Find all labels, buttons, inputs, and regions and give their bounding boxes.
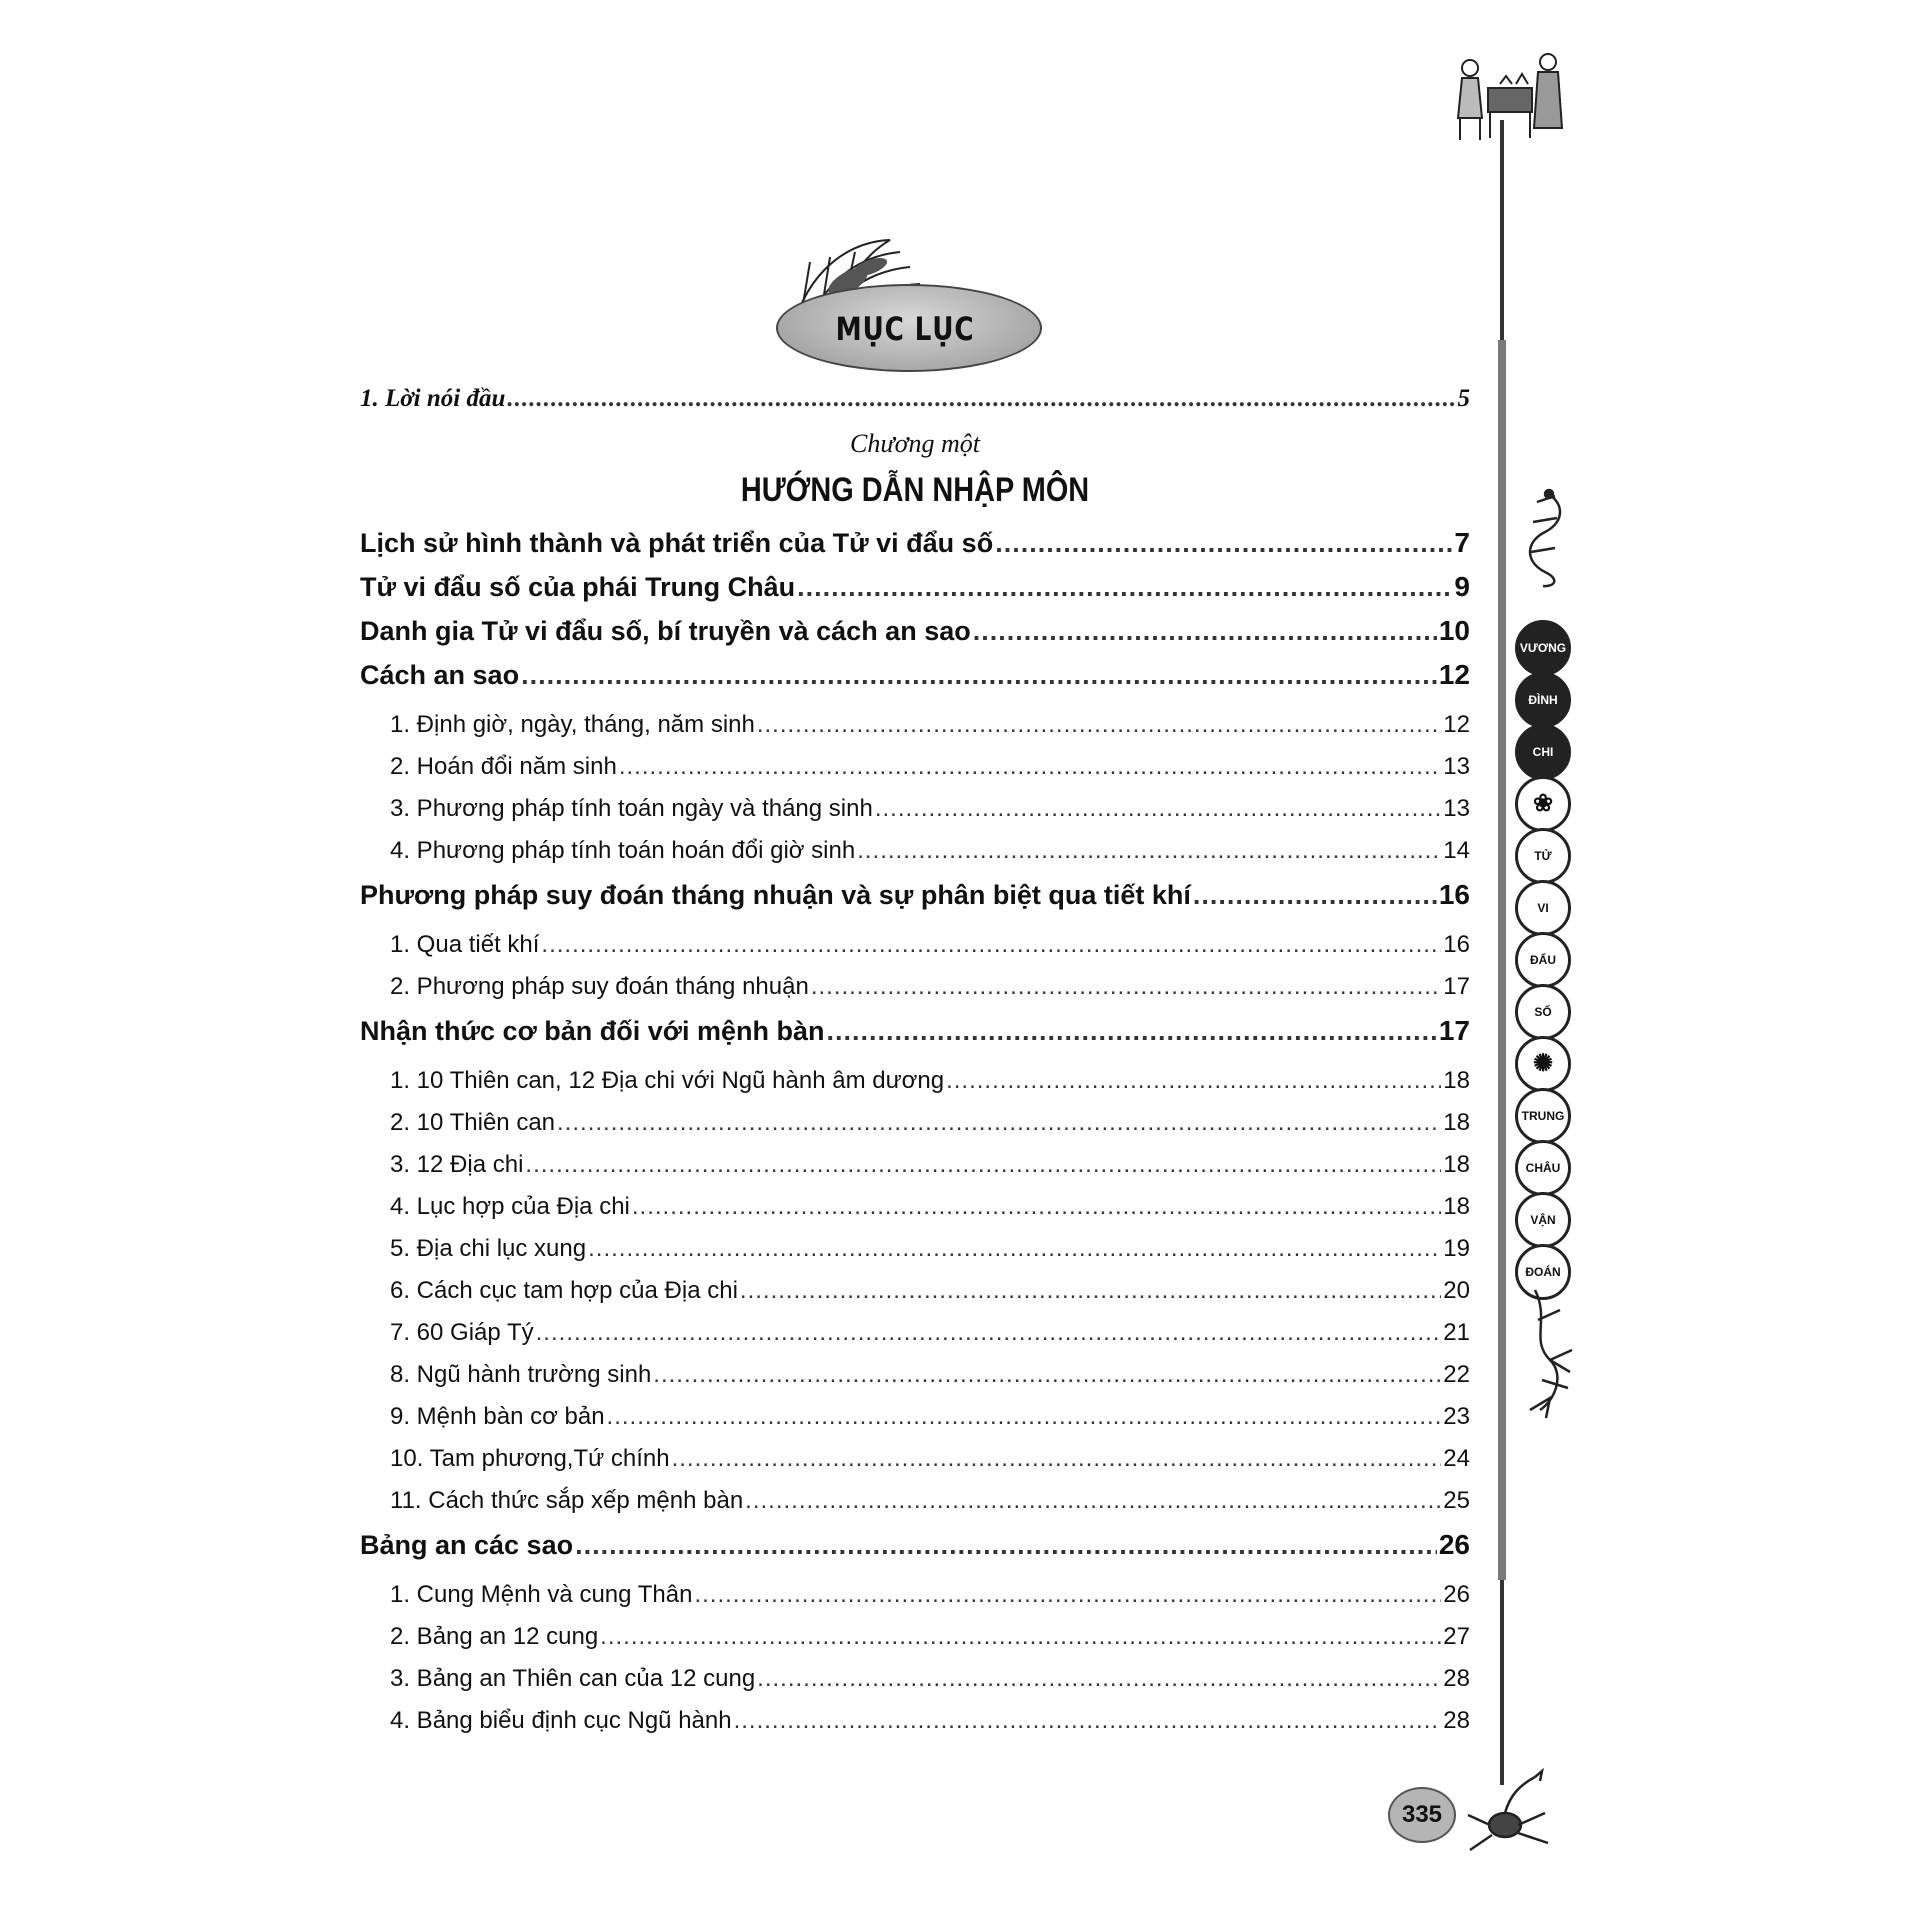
toc-entry-page: 14 (1443, 837, 1470, 864)
dragon-ornament-icon (1515, 482, 1575, 592)
toc-subentry (360, 1581, 1470, 1623)
toc-entry-page: 17 (1443, 973, 1470, 1000)
toc-entry-page: 28 (1443, 1665, 1470, 1692)
toc-section (360, 659, 1470, 703)
toc-entry-page: 22 (1443, 1361, 1470, 1388)
toc-subentry (360, 973, 1470, 1015)
toc-entry-label: 1. Lời nói đầu (360, 385, 506, 412)
toc-entry-page: 5 (1457, 385, 1470, 412)
toc-entry-label: 11. Cách thức sắp xếp mệnh bàn (390, 1487, 744, 1514)
toc-subentry (360, 1109, 1470, 1151)
dot-leader (619, 753, 1441, 781)
medallion: VƯƠNG (1515, 620, 1571, 676)
toc-entry-page: 19 (1443, 1235, 1470, 1262)
toc-entry-page: 25 (1443, 1487, 1470, 1514)
toc-entry-label: 6. Cách cục tam hợp của Địa chi (390, 1277, 738, 1304)
toc-entry-label: 5. Địa chi lục xung (390, 1235, 587, 1262)
toc-section (360, 1529, 1470, 1573)
chapter-title: HƯỚNG DẪN NHẬP MÔN (740, 471, 1090, 509)
toc-entry-label: 2. 10 Thiên can (390, 1109, 556, 1136)
toc-entry-page: 26 (1438, 1529, 1470, 1560)
scorpion-ornament-icon (1460, 1765, 1560, 1860)
toc-subentry (360, 1067, 1470, 1109)
spacer (360, 923, 1470, 931)
toc-entry-page: 12 (1438, 659, 1470, 690)
dot-leader (536, 1319, 1442, 1347)
dot-leader (995, 528, 1452, 559)
dot-leader (973, 616, 1437, 647)
medallion: SỐ (1515, 984, 1571, 1040)
toc-subentry (360, 1445, 1470, 1487)
toc-section (360, 571, 1470, 615)
toc-subentry (360, 1403, 1470, 1445)
dot-leader (857, 837, 1441, 865)
toc-entry-page: 7 (1454, 527, 1470, 558)
toc-entry-label: Bảng an các sao (360, 1530, 574, 1560)
toc-entry-label: 1. Định giờ, ngày, tháng, năm sinh (390, 711, 755, 738)
page-number: 335 (1388, 1787, 1456, 1843)
toc-subentry (360, 1707, 1470, 1749)
dragon-medallion-icon: ✺ (1515, 1036, 1571, 1092)
spacer (360, 703, 1470, 711)
toc-section (360, 615, 1470, 659)
dot-leader (588, 1235, 1441, 1263)
toc-subentry (360, 1151, 1470, 1193)
toc-title: MỤC LỤC (835, 310, 975, 348)
medallion: CHÂU (1515, 1140, 1571, 1196)
toc-entry-label: 1. Cung Mệnh và cung Thân (390, 1581, 693, 1608)
toc-subentry (360, 837, 1470, 879)
toc-entry-page: 17 (1438, 1015, 1470, 1046)
toc-entry-label: 3. Bảng an Thiên can của 12 cung (390, 1665, 756, 1692)
toc-subentry (360, 1319, 1470, 1361)
toc-entry-page: 28 (1443, 1707, 1470, 1734)
dot-leader (600, 1623, 1441, 1651)
toc-entry-label: 2. Phương pháp suy đoán tháng nhuận (390, 973, 809, 1000)
spacer (360, 1059, 1470, 1067)
dot-leader (521, 660, 1437, 691)
toc-entry-label: 4. Phương pháp tính toán hoán đổi giờ sinh (390, 837, 856, 864)
toc-section (360, 879, 1470, 923)
toc-entry-page: 23 (1443, 1403, 1470, 1430)
toc-section (360, 527, 1470, 571)
dot-leader (525, 1151, 1441, 1179)
table-of-contents (360, 385, 1470, 1749)
toc-entry-label: 3. 12 Địa chi (390, 1151, 524, 1178)
dot-leader (575, 1530, 1437, 1561)
toc-entry-label: 4. Lục hợp của Địa chi (390, 1193, 630, 1220)
toc-entry-page: 21 (1443, 1319, 1470, 1346)
dot-leader (557, 1109, 1441, 1137)
dot-leader (653, 1361, 1441, 1389)
toc-entry-page: 18 (1443, 1109, 1470, 1136)
toc-entry-label: 1. 10 Thiên can, 12 Địa chi với Ngũ hành âm dương (390, 1067, 945, 1094)
medallion: TRUNG (1515, 1088, 1571, 1144)
toc-entry-page: 24 (1443, 1445, 1470, 1472)
dot-leader (797, 572, 1452, 603)
toc-subentry (360, 711, 1470, 753)
toc-subentry (360, 1277, 1470, 1319)
toc-subentry (360, 795, 1470, 837)
toc-entry-intro (360, 385, 1470, 423)
toc-entry-label: 2. Bảng an 12 cung (390, 1623, 599, 1650)
toc-entry-page: 12 (1443, 711, 1470, 738)
side-medallions (1515, 620, 1575, 1296)
toc-heading-badge (770, 222, 1040, 372)
toc-entry-label: 4. Bảng biểu định cục Ngũ hành (390, 1707, 732, 1734)
toc-entry-label: Lịch sử hình thành và phát triển của Tử vi đẩu số (360, 528, 994, 558)
medallion: VẬN (1515, 1192, 1571, 1248)
toc-subentry (360, 1361, 1470, 1403)
toc-subentry (360, 1193, 1470, 1235)
dot-leader (875, 795, 1441, 823)
dot-leader (946, 1067, 1441, 1095)
dot-leader (745, 1487, 1441, 1515)
medallion: TỬ (1515, 828, 1571, 884)
medallion: ĐÌNH (1515, 672, 1571, 728)
toc-entry-label: 3. Phương pháp tính toán ngày và tháng sinh (390, 795, 873, 822)
toc-entry-label: Phương pháp suy đoán tháng nhuận và sự phân biệt qua tiết khí (360, 880, 1191, 910)
dot-leader (632, 1193, 1441, 1221)
dot-leader (740, 1277, 1441, 1305)
toc-entry-page: 13 (1443, 753, 1470, 780)
spacer (360, 1573, 1470, 1581)
toc-entry-page: 18 (1443, 1193, 1470, 1220)
toc-entry-label: Danh gia Tử vi đẩu số, bí truyền và cách an sao (360, 616, 971, 646)
dot-leader (541, 931, 1441, 959)
dot-leader (811, 973, 1441, 1001)
toc-subentry (360, 1623, 1470, 1665)
toc-subentry (360, 1665, 1470, 1707)
toc-entry-page: 18 (1443, 1151, 1470, 1178)
medallion: CHI (1515, 724, 1571, 780)
toc-entry-label: 7. 60 Giáp Tý (390, 1319, 534, 1346)
dot-leader (507, 385, 1455, 413)
lotus-medallion-icon: ❀ (1515, 776, 1571, 832)
dot-leader (607, 1403, 1442, 1431)
dot-leader (1193, 880, 1437, 911)
toc-entry-page: 20 (1443, 1277, 1470, 1304)
toc-entry-page: 9 (1454, 571, 1470, 602)
phoenix-ornament-icon (1520, 1280, 1580, 1420)
toc-entry-label: Nhận thức cơ bản đối với mệnh bàn (360, 1016, 825, 1046)
medallion: ĐOÁN (1515, 1244, 1571, 1300)
dot-leader (826, 1016, 1436, 1047)
toc-subentry (360, 753, 1470, 795)
medallion: VI (1515, 880, 1571, 936)
toc-entry-page: 10 (1438, 615, 1470, 646)
toc-section (360, 1015, 1470, 1059)
dot-leader (672, 1445, 1442, 1473)
toc-sections (360, 527, 1470, 1749)
toc-subentry (360, 1235, 1470, 1277)
toc-entry-page: 27 (1443, 1623, 1470, 1650)
toc-subentry (360, 1487, 1470, 1529)
toc-entry-page: 18 (1443, 1067, 1470, 1094)
dot-leader (757, 1665, 1441, 1693)
toc-entry-page: 26 (1443, 1581, 1470, 1608)
dot-leader (734, 1707, 1442, 1735)
toc-entry-label: 8. Ngũ hành trường sinh (390, 1361, 652, 1388)
border-band (1498, 340, 1506, 1580)
toc-entry-label: Tử vi đẩu số của phái Trung Châu (360, 572, 796, 602)
dot-leader (694, 1581, 1441, 1609)
medallion: ĐẨU (1515, 932, 1571, 988)
toc-entry-label: 1. Qua tiết khí (390, 931, 540, 958)
dot-leader (757, 711, 1441, 739)
toc-entry-label: 10. Tam phương,Tứ chính (390, 1445, 670, 1472)
toc-entry-page: 16 (1443, 931, 1470, 958)
toc-subentry (360, 931, 1470, 973)
toc-entry-label: Cách an sao (360, 660, 520, 690)
toc-entry-label: 2. Hoán đổi năm sinh (390, 753, 617, 780)
chapter-subtitle: Chương một (850, 429, 980, 458)
toc-entry-page: 13 (1443, 795, 1470, 822)
toc-entry-page: 16 (1438, 879, 1470, 910)
scholars-illustration (1440, 48, 1580, 148)
toc-entry-label: 9. Mệnh bàn cơ bản (390, 1403, 605, 1430)
